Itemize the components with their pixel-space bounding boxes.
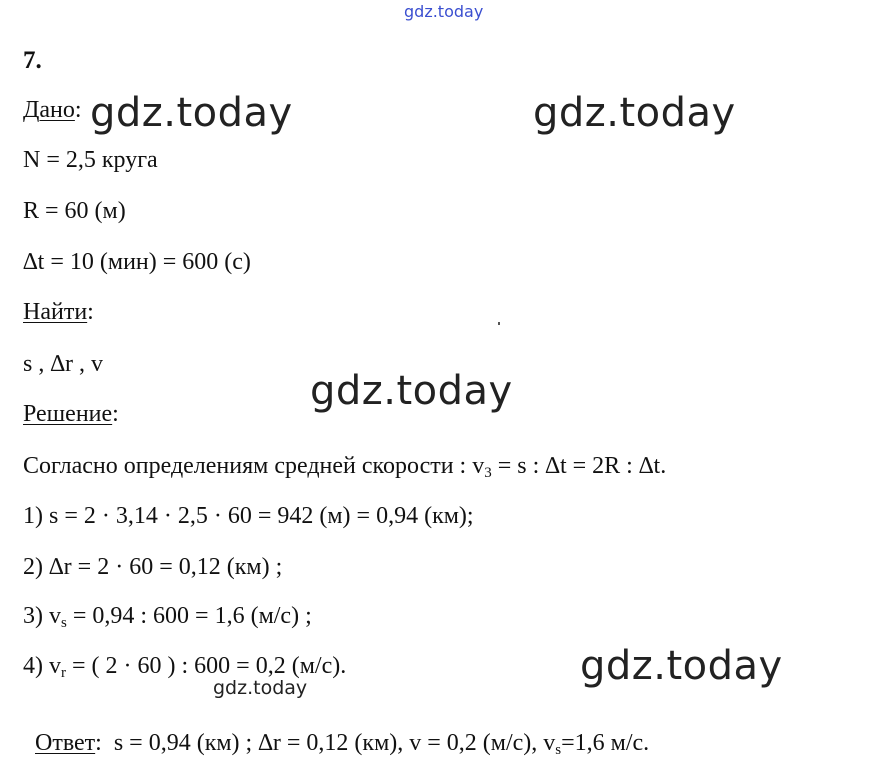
given-colon: : (74, 97, 82, 123)
answer-text-before: s = 0,94 (км) ; ∆r = 0,12 (км), v = 0,2 (м/с), v (101, 730, 556, 756)
intro-text-after: = s : ∆t = 2R : ∆t. (491, 453, 667, 479)
given-heading (23, 98, 82, 122)
find-label: Найти (23, 299, 88, 325)
watermark-lower-right: gdz.today (580, 643, 783, 689)
step-text-before: 4) v (23, 653, 61, 679)
step-subscript: s (61, 615, 67, 631)
solution-step (23, 504, 474, 528)
answer-subscript: s (555, 742, 562, 758)
step-text-before: 1) s = 2 · 3,14 · 2,5 · 60 = 942 (м) = 0,94 (км); (23, 503, 474, 529)
step-text-after: = ( 2 · 60 ) : 600 = 0,2 (м/с). (66, 653, 347, 679)
given-item: N = 2,5 круга (23, 147, 158, 173)
watermark-upper-right: gdz.today (533, 90, 736, 136)
answer-colon: : (95, 730, 102, 756)
solution-step (23, 654, 346, 681)
solution-heading (23, 402, 119, 426)
stray-dot (498, 322, 500, 325)
step-text-after: = 0,94 : 600 = 1,6 (м/с) ; (66, 603, 312, 629)
find-values: s , ∆r , v (23, 351, 104, 377)
intro-subscript: 3 (484, 465, 492, 481)
answer-text-after: =1,6 м/с. (561, 730, 650, 756)
given-label: Дано (23, 97, 75, 123)
step-subscript: r (61, 665, 66, 681)
find-colon: : (87, 299, 94, 325)
solution-label: Решение (23, 401, 113, 427)
step-text-before: 2) ∆r = 2 · 60 = 0,12 (км) ; (23, 554, 283, 580)
watermark-middle: gdz.today (310, 368, 513, 414)
watermark-top: gdz.today (404, 2, 484, 21)
problem-number: 7. (23, 47, 42, 74)
given-item: ∆t = 10 (мин) = 600 (с) (23, 249, 251, 275)
answer-line (23, 707, 649, 758)
step-text-before: 3) v (23, 603, 61, 629)
watermark-lower-small: gdz.today (213, 677, 308, 699)
watermark-upper-left: gdz.today (90, 90, 293, 136)
solution-step (23, 604, 312, 631)
solution-intro (23, 454, 666, 481)
find-heading (23, 300, 94, 324)
given-item: R = 60 (м) (23, 198, 126, 224)
answer-label: Ответ (35, 730, 96, 756)
solution-colon: : (112, 401, 119, 427)
solution-step (23, 555, 282, 579)
intro-text-before: Согласно определениям средней скорости : v (23, 453, 485, 479)
